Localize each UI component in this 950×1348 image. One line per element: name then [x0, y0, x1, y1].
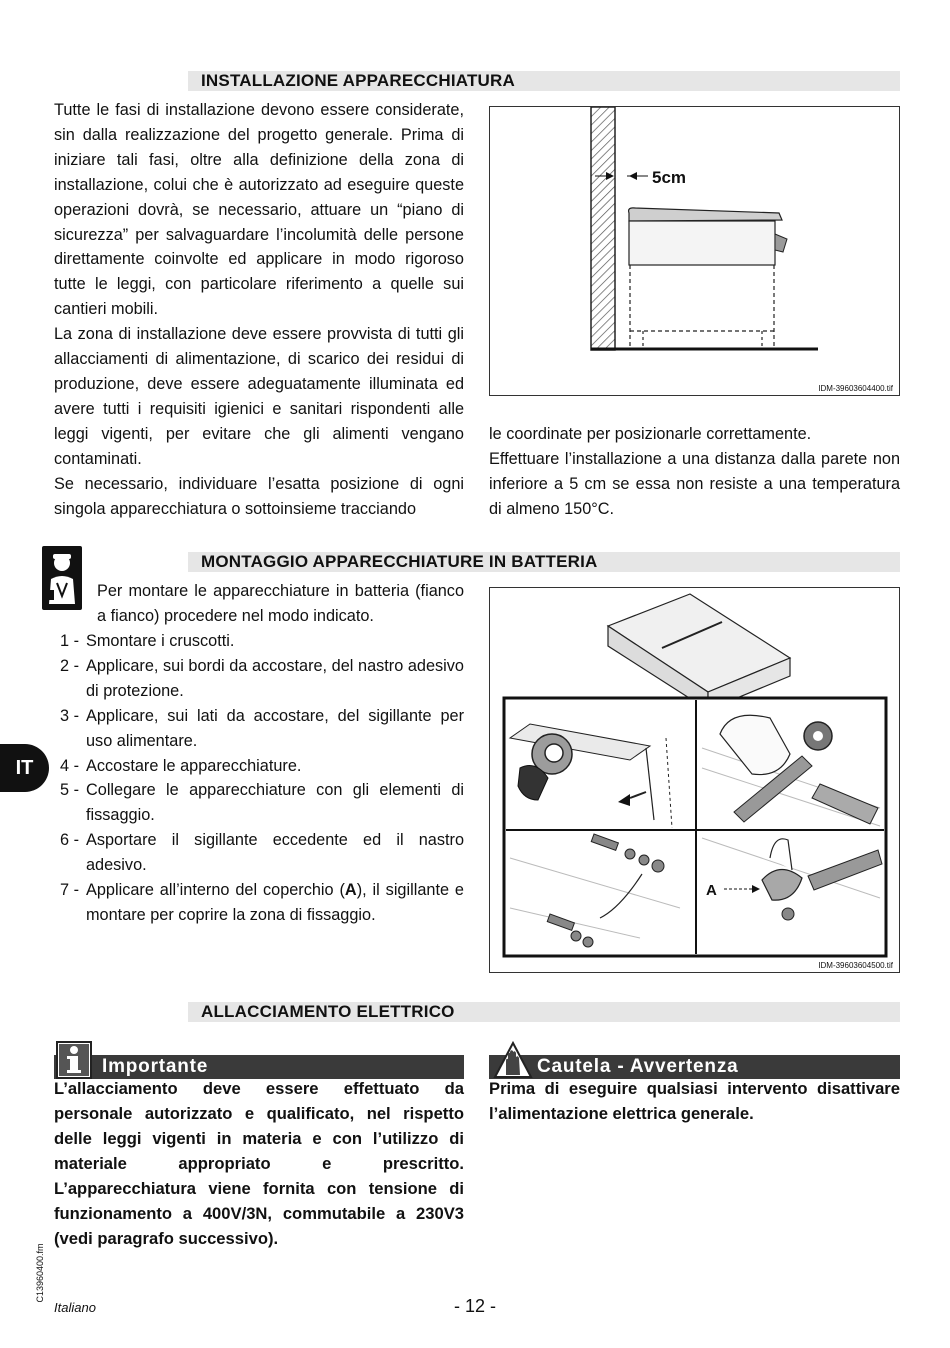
- important-text: L’allacciamento deve essere effettuato da personale autorizzato e qualificato, nel rispetto delle leggi vigenti in materia e con l’utilizzo di materiale appropriato e prescritto. L’apparecchiatura viene fornita con tensione di funzionamento a 400V/3N, commutabile a 230V3 (vedi paragrafo successivo).: [54, 1079, 464, 1248]
- warning-hand-icon: [493, 1041, 533, 1079]
- list-item: 2 - Applicare, sui bordi da accostare, del nastro adesivo di protezione.: [60, 656, 464, 700]
- caution-title: Cautela - Avvertenza: [537, 1056, 739, 1077]
- figure-caption: IDM-39603604500.tif: [818, 961, 893, 970]
- cover-label-a: A: [706, 882, 717, 899]
- install-paragraph-3: Se necessario, individuare l’esatta posizione di ogni singola apparecchiatura o sottoinsieme tracciando: [54, 474, 464, 518]
- list-item: 5 - Collegare le apparecchiature con gli elementi di fissaggio.: [60, 781, 464, 825]
- install-paragraph-3-continued: le coordinate per posizionarle correttamente.: [489, 425, 812, 443]
- list-item: 3 - Applicare, sui lati da accostare, del sigillante per uso alimentare.: [60, 706, 464, 750]
- list-item: 4 - Accostare le apparecchiature.: [60, 756, 302, 775]
- list-item: 6 - Asportare il sigillante eccedente ed il nastro adesivo.: [60, 831, 464, 875]
- battery-assembly-illustration: [490, 588, 899, 972]
- list-item: 1 - Smontare i cruscotti.: [60, 632, 235, 650]
- figure-battery-assembly: [489, 587, 900, 973]
- install-paragraph-2: La zona di installazione deve essere provvista di tutti gli allacciamenti di alimentazione, di scarico dei residui di produzione, deve essere adeguatamente illuminata ed avere tutti i requisiti igienici e sanitari rispondenti alle leggi vigenti, per evitare che gli alimenti vengano contaminati.: [54, 325, 464, 468]
- battery-steps-list: [54, 629, 464, 928]
- install-text-right: [489, 422, 900, 522]
- language-tab: IT: [0, 744, 49, 792]
- distance-label: 5cm: [652, 168, 687, 187]
- section-title-installazione: INSTALLAZIONE APPARECCHIATURA: [188, 71, 900, 91]
- important-title: Importante: [102, 1056, 209, 1077]
- info-icon: [56, 1041, 92, 1079]
- page-number: - 12 -: [453, 1296, 496, 1316]
- battery-intro: Per montare le apparecchiature in batteria (fianco a fianco) procedere nel modo indicato.: [97, 582, 464, 625]
- wall-distance-illustration: [490, 107, 899, 395]
- doc-code: C13960400.fm: [35, 1243, 45, 1303]
- install-paragraph-4: Effettuare l’installazione a una distanza dalla parete non inferiore a 5 cm se essa non resiste a una temperatura di almeno 150°C.: [489, 449, 900, 518]
- figure-wall-distance: [489, 106, 900, 396]
- install-text-left: [54, 98, 464, 521]
- figure-caption: IDM-39603604400.tif: [818, 384, 893, 393]
- install-paragraph-1: Tutte le fasi di installazione devono essere considerate, sin dalla realizzazione del progetto generale. Prima di iniziare tali fasi, oltre alla definizione della zona di installazione, colui che è autorizzato ad eseguire queste operazioni dovrà, se necessario, attuare un “piano di sicurezza” per salvaguardare l’incolumità delle persone direttamente coinvolte ed applicare in modo rigoroso tutte le leggi, con particolare riferimento a quelle sui cantieri mobili.: [54, 101, 464, 319]
- list-item: 7 - Applicare all’interno del coperchio (A), il sigillante e montare per coprire la zona di fissaggio.: [60, 881, 464, 924]
- section-title-montaggio: MONTAGGIO APPARECCHIATURE IN BATTERIA: [188, 552, 900, 572]
- footer-language: Italiano: [54, 1300, 96, 1315]
- technician-icon: [42, 546, 82, 610]
- caution-text: Prima di eseguire qualsiasi intervento disattivare l’alimentazione elettrica generale.: [489, 1079, 900, 1123]
- section-title-allacciamento: ALLACCIAMENTO ELETTRICO: [188, 1002, 900, 1022]
